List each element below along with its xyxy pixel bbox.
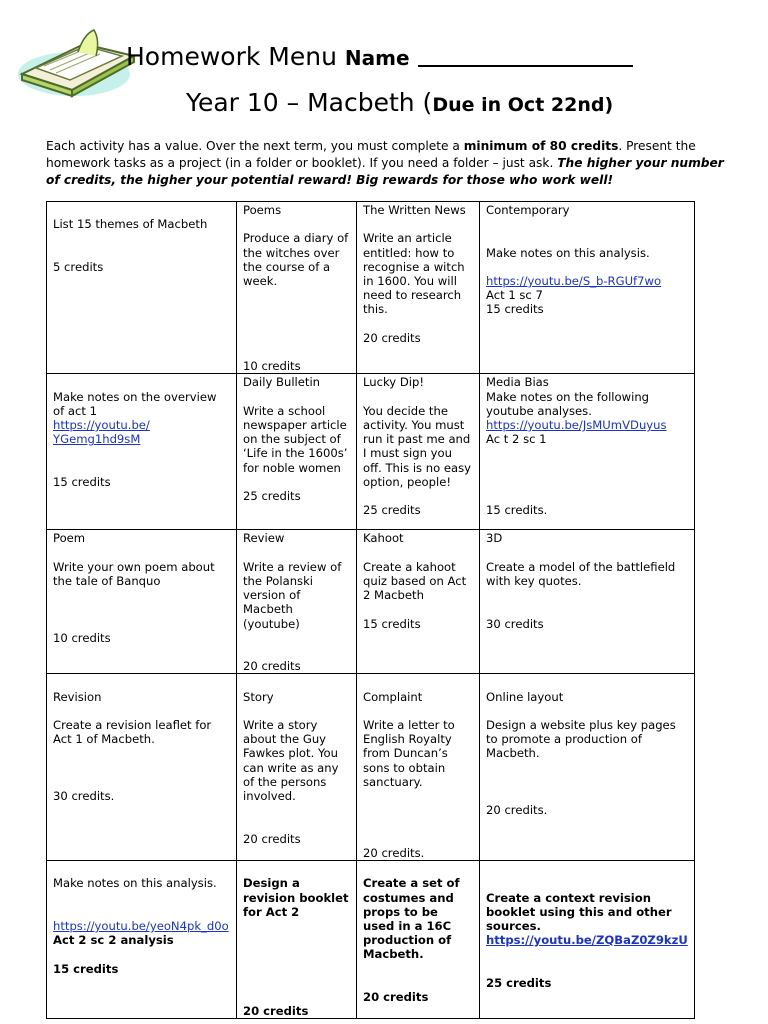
activity-text: Make notes on this analysis. [53, 876, 217, 891]
menu-cell [480, 674, 695, 861]
activity-text: Design a revision booklet for Act 2 20 credits [243, 876, 349, 1019]
menu-row [47, 530, 695, 674]
activity-text: Daily Bulletin Write a school newspaper article on the subject of ‘Life in the 1600s’ for noble women 25 credits [243, 375, 348, 504]
book-icon [14, 16, 144, 100]
youtube-link[interactable]: https://youtu.be/ZQBaZ0Z9kzU [486, 933, 688, 948]
page-title [126, 42, 633, 71]
menu-cell [357, 674, 480, 861]
activity-text: Online layout Design a website plus key pages to promote a production of Macbeth. 20 credits. [486, 689, 676, 818]
activity-text: Story Write a story about the Guy Fawkes plot. You can write as any of the persons involved. 20 credits [243, 689, 339, 846]
youtube-link[interactable]: https://youtu.be/ YGemg1hd9sM [53, 418, 150, 447]
activity-text: 3D Create a model of the battlefield with key quotes. 30 credits [486, 531, 676, 631]
activity-text: Revision Create a revision leaflet for Act 1 of Macbeth. 30 credits. [53, 689, 212, 804]
menu-row [47, 674, 695, 861]
intro-credit-requirement: minimum of 80 credits [463, 139, 619, 153]
menu-cell [47, 202, 237, 374]
menu-cell [47, 530, 237, 674]
name-blank-line[interactable] [418, 45, 633, 67]
menu-cell [47, 674, 237, 861]
menu-cell [237, 202, 357, 374]
activity-text: Complaint Write a letter to English Royalty from Duncan’s sons to obtain sanctuary. 20 credits. [363, 689, 455, 860]
intro-text-2: . Present the homework tasks as a project (in a folder or booklet). If you need a folder – just ask. [46, 139, 696, 170]
menu-cell [237, 674, 357, 861]
activity-text: Create a context revision booklet using this and other sources. [486, 890, 672, 933]
activity-text: Poem Write your own poem about the tale of Banquo 10 credits [53, 531, 215, 645]
menu-row [47, 202, 695, 374]
menu-cell [357, 374, 480, 530]
activity-text: Contemporary Make notes on this analysis. [486, 203, 650, 260]
intro-reward-note: The higher your number of credits, the higher your potential reward! Big rewards for those who work well! [46, 156, 724, 187]
activity-text: Act 2 sc 2 analysis 15 credits [53, 933, 174, 976]
activity-text: The Written News Write an article entitled: how to recognise a witch in 1600. You will need to research this. 20 credits [363, 203, 466, 345]
menu-cell [47, 861, 237, 1019]
menu-cell [480, 202, 695, 374]
activity-text: Lucky Dip! You decide the activity. You must run it past me and I must sign you off. This is no easy option, people! 25 credits [363, 375, 472, 518]
menu-row [47, 861, 695, 1019]
youtube-link[interactable]: https://youtu.be/yeoN4pk_d0o [53, 918, 229, 933]
subtitle-text: Year 10 – Macbeth ( [186, 88, 433, 117]
title-text: Homework Menu [126, 42, 337, 71]
menu-row [47, 374, 695, 530]
activity-text: 15 credits [53, 474, 111, 489]
menu-cell [357, 530, 480, 674]
menu-cell [480, 374, 695, 530]
activity-text: Make notes on the overview of act 1 [53, 389, 217, 418]
intro-paragraph [46, 138, 726, 189]
activity-text: List 15 themes of Macbeth 5 credits [53, 217, 208, 274]
menu-cell [357, 861, 480, 1019]
page-subtitle [186, 88, 613, 117]
name-label: Name [344, 46, 410, 70]
activity-text: Kahoot Create a kahoot quiz based on Act 2 Macbeth 15 credits [363, 531, 467, 631]
activity-text: Poems Produce a diary of the witches over the course of a week. 10 credits [243, 203, 349, 374]
youtube-link[interactable]: https://youtu.be/S_b-RGUf7wo [486, 274, 662, 289]
menu-cell [480, 861, 695, 1019]
menu-cell [357, 202, 480, 374]
activity-text: Media Bias Make notes on the following youtube analyses. [486, 375, 650, 418]
activity-text: Act 1 sc 7 15 credits [486, 288, 544, 317]
menu-cell [237, 530, 357, 674]
activity-text: Create a set of costumes and props to be used in a 16C production of Macbeth. 20 credits [363, 876, 460, 1004]
activity-text: Ac t 2 sc 1 15 credits. [486, 432, 548, 518]
activity-text: 25 credits [486, 975, 552, 990]
intro-text-1: Each activity has a value. Over the next term, you must complete a [46, 139, 464, 153]
menu-cell [237, 861, 357, 1019]
activity-text: Review Write a review of the Polanski version of Macbeth (youtube) 20 credits [243, 531, 342, 674]
homework-menu-body [47, 202, 695, 1019]
due-date: Due in Oct 22nd) [432, 94, 614, 116]
youtube-link[interactable]: https://youtu.be/JsMUmVDuyus [486, 418, 667, 433]
menu-cell [237, 374, 357, 530]
menu-cell [47, 374, 237, 530]
homework-menu-table [46, 201, 695, 1019]
menu-cell [480, 530, 695, 674]
